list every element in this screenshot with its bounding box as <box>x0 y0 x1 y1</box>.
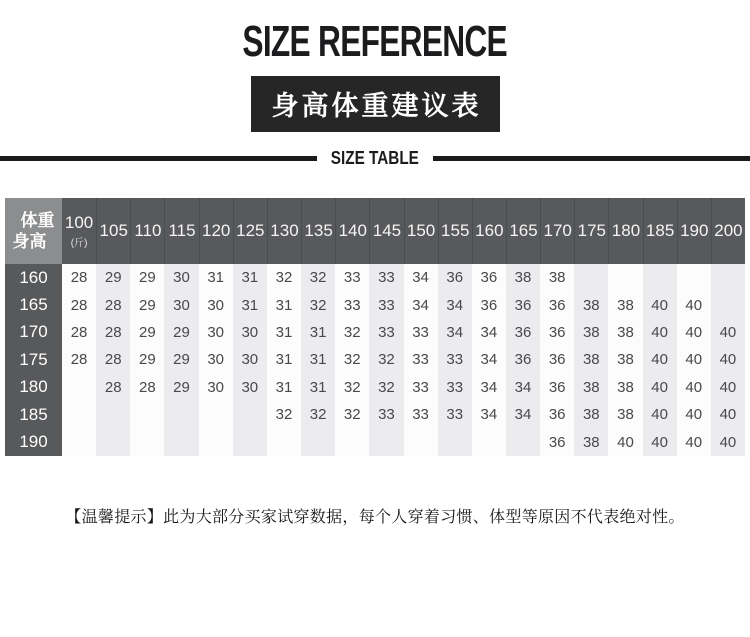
size-cell: 29 <box>130 291 164 318</box>
weight-value: 170 <box>543 221 572 240</box>
size-cell: 33 <box>404 401 438 428</box>
weight-value: 125 <box>236 221 265 240</box>
size-cell: 32 <box>301 291 335 318</box>
size-cell: 31 <box>267 291 301 318</box>
weight-header-cell <box>267 198 301 264</box>
size-cell: 40 <box>711 374 745 401</box>
size-cell: 40 <box>608 428 642 455</box>
subtitle-text: 身高体重建议表 <box>271 91 482 121</box>
height-label-cell: 170 <box>5 319 62 346</box>
size-cell: 31 <box>301 346 335 373</box>
weight-value: 190 <box>680 221 709 240</box>
weight-header-cell <box>199 198 233 264</box>
size-cell: 32 <box>369 374 403 401</box>
weight-header-cell <box>404 198 438 264</box>
weight-value: 180 <box>611 221 641 240</box>
size-cell: 29 <box>130 346 164 373</box>
size-cell: 33 <box>369 291 403 318</box>
size-cell: 31 <box>267 374 301 401</box>
size-cell: 28 <box>96 346 130 373</box>
weight-value: 145 <box>372 221 402 240</box>
size-cell: 38 <box>574 374 608 401</box>
size-cell: 38 <box>506 264 540 291</box>
size-cell: 40 <box>677 428 711 455</box>
weight-value: 155 <box>441 221 470 240</box>
size-cell: 31 <box>267 319 301 346</box>
size-cell: 34 <box>438 291 472 318</box>
height-label-cell: 180 <box>5 374 62 401</box>
size-cell: 28 <box>96 319 130 346</box>
weight-header-cell <box>574 198 608 264</box>
divider-bar-right <box>433 156 750 161</box>
size-cell <box>130 428 164 455</box>
size-cell: 34 <box>472 346 506 373</box>
size-cell: 36 <box>472 264 506 291</box>
size-cell: 28 <box>62 291 96 318</box>
size-cell: 29 <box>96 264 130 291</box>
size-cell: 29 <box>164 374 198 401</box>
weight-header-cell <box>369 198 403 264</box>
size-cell: 40 <box>643 428 677 455</box>
size-cell: 30 <box>233 346 267 373</box>
size-cell <box>267 428 301 455</box>
weight-value: 100 <box>64 213 94 232</box>
size-cell: 36 <box>540 346 574 373</box>
subtitle-banner <box>251 76 500 132</box>
weight-header-cell <box>164 198 198 264</box>
height-label-cell: 165 <box>5 291 62 318</box>
size-cell: 31 <box>233 264 267 291</box>
weight-header-cell <box>711 198 745 264</box>
size-cell: 40 <box>643 374 677 401</box>
divider-label: SIZE TABLE <box>330 148 420 168</box>
size-cell <box>199 428 233 455</box>
weight-header-cell <box>643 198 677 264</box>
size-cell <box>96 401 130 428</box>
size-cell <box>62 401 96 428</box>
page-title <box>0 17 750 66</box>
size-cell: 30 <box>199 319 233 346</box>
size-cell <box>711 291 745 318</box>
size-cell: 30 <box>199 374 233 401</box>
size-cell: 40 <box>643 291 677 318</box>
size-cell: 33 <box>438 401 472 428</box>
size-cell: 31 <box>301 319 335 346</box>
size-cell: 38 <box>608 291 642 318</box>
weight-value: 165 <box>509 221 538 240</box>
size-cell: 28 <box>96 291 130 318</box>
size-cell <box>130 401 164 428</box>
size-cell: 36 <box>540 291 574 318</box>
weight-header-cell <box>540 198 574 264</box>
size-cell: 36 <box>438 264 472 291</box>
size-cell: 38 <box>608 374 642 401</box>
height-label-cell: 160 <box>5 264 62 291</box>
size-cell: 40 <box>677 401 711 428</box>
weight-value: 185 <box>645 221 675 240</box>
size-cell: 30 <box>164 291 198 318</box>
size-cell <box>96 428 130 455</box>
weight-value: 135 <box>304 221 333 240</box>
weight-value: 140 <box>338 221 367 240</box>
size-cell: 40 <box>711 319 745 346</box>
size-cell: 33 <box>369 319 403 346</box>
size-cell: 38 <box>574 401 608 428</box>
size-cell: 32 <box>369 346 403 373</box>
weight-header-cell <box>506 198 540 264</box>
weight-header-cell <box>130 198 164 264</box>
size-cell: 29 <box>164 319 198 346</box>
size-cell: 33 <box>404 319 438 346</box>
size-cell: 33 <box>438 374 472 401</box>
size-cell <box>233 401 267 428</box>
weight-header-cell <box>608 198 642 264</box>
size-cell: 32 <box>335 319 369 346</box>
weight-value: 120 <box>201 221 231 240</box>
size-cell: 40 <box>643 346 677 373</box>
size-cell <box>643 264 677 291</box>
size-cell <box>404 428 438 455</box>
size-cell: 31 <box>233 291 267 318</box>
size-cell: 33 <box>335 264 369 291</box>
size-cell: 34 <box>438 319 472 346</box>
size-cell: 32 <box>301 401 335 428</box>
size-cell: 40 <box>711 428 745 455</box>
weight-header-cell <box>96 198 130 264</box>
size-cell: 28 <box>96 374 130 401</box>
size-cell <box>711 264 745 291</box>
size-cell <box>506 428 540 455</box>
size-cell: 30 <box>233 319 267 346</box>
height-label-cell: 190 <box>5 428 62 455</box>
size-cell: 34 <box>472 401 506 428</box>
weight-header-cell <box>472 198 506 264</box>
size-cell: 38 <box>608 346 642 373</box>
size-cell: 33 <box>369 401 403 428</box>
weight-value: 160 <box>475 221 504 240</box>
size-cell: 38 <box>608 401 642 428</box>
size-cell: 38 <box>574 346 608 373</box>
size-cell <box>301 428 335 455</box>
size-cell <box>335 428 369 455</box>
size-cell: 28 <box>62 319 96 346</box>
corner-top-label: 体重 <box>20 210 55 230</box>
size-cell: 28 <box>130 374 164 401</box>
weight-value: 130 <box>270 221 299 240</box>
size-cell: 30 <box>164 264 198 291</box>
size-cell: 40 <box>677 291 711 318</box>
size-cell: 36 <box>540 428 574 455</box>
size-cell <box>369 428 403 455</box>
size-cell: 33 <box>335 291 369 318</box>
size-cell <box>62 374 96 401</box>
size-cell: 30 <box>233 374 267 401</box>
weight-unit-label: (斤) <box>70 238 88 249</box>
size-cell: 33 <box>404 374 438 401</box>
size-cell: 36 <box>506 346 540 373</box>
size-cell: 32 <box>335 374 369 401</box>
height-label-cell: 175 <box>5 346 62 373</box>
size-cell: 40 <box>677 374 711 401</box>
size-cell: 40 <box>643 401 677 428</box>
size-cell: 38 <box>574 319 608 346</box>
size-cell: 38 <box>540 264 574 291</box>
divider-bar-left <box>0 156 317 161</box>
footer-note: 【温馨提示】此为大部分买家试穿数据，每个人穿着习惯、体型等原因不代表绝对性。 <box>65 508 685 526</box>
weight-header-cell <box>301 198 335 264</box>
weight-value: 200 <box>714 221 743 240</box>
size-cell: 40 <box>711 346 745 373</box>
size-cell: 34 <box>472 374 506 401</box>
size-cell: 32 <box>267 264 301 291</box>
size-cell: 34 <box>506 374 540 401</box>
size-cell <box>608 264 642 291</box>
size-table <box>5 198 745 456</box>
size-cell: 38 <box>574 291 608 318</box>
weight-value: 175 <box>577 221 606 240</box>
size-cell: 31 <box>199 264 233 291</box>
size-cell: 33 <box>369 264 403 291</box>
size-cell: 36 <box>540 319 574 346</box>
size-cell: 32 <box>301 264 335 291</box>
section-divider <box>0 148 750 169</box>
size-cell: 28 <box>62 346 96 373</box>
size-cell <box>62 428 96 455</box>
size-cell <box>233 428 267 455</box>
size-cell: 29 <box>130 264 164 291</box>
weight-header-cell <box>62 198 96 264</box>
size-cell <box>677 264 711 291</box>
size-cell: 40 <box>643 319 677 346</box>
size-cell: 36 <box>506 319 540 346</box>
size-cell: 30 <box>199 291 233 318</box>
size-cell <box>472 428 506 455</box>
size-cell <box>199 401 233 428</box>
size-cell: 38 <box>608 319 642 346</box>
weight-value: 150 <box>406 221 436 240</box>
size-cell: 40 <box>711 401 745 428</box>
size-cell <box>164 428 198 455</box>
table-corner-cell <box>5 198 62 264</box>
size-cell: 34 <box>404 264 438 291</box>
weight-header-cell <box>677 198 711 264</box>
weight-header-cell <box>233 198 267 264</box>
size-cell: 28 <box>62 264 96 291</box>
size-cell: 32 <box>267 401 301 428</box>
size-cell: 31 <box>301 374 335 401</box>
size-cell <box>438 428 472 455</box>
size-cell: 36 <box>540 374 574 401</box>
size-cell: 33 <box>404 346 438 373</box>
weight-value: 110 <box>134 221 162 240</box>
weight-value: 105 <box>99 221 128 240</box>
size-cell: 30 <box>199 346 233 373</box>
size-cell: 36 <box>472 291 506 318</box>
size-cell: 34 <box>472 319 506 346</box>
corner-bottom-label: 身高 <box>12 232 47 251</box>
weight-header-cell <box>335 198 369 264</box>
size-cell: 36 <box>540 401 574 428</box>
size-cell: 33 <box>438 346 472 373</box>
size-cell: 36 <box>506 291 540 318</box>
size-cell: 34 <box>506 401 540 428</box>
size-cell: 38 <box>574 428 608 455</box>
height-label-cell: 185 <box>5 401 62 428</box>
size-cell <box>164 401 198 428</box>
size-cell: 32 <box>335 401 369 428</box>
weight-header-cell <box>438 198 472 264</box>
size-cell <box>574 264 608 291</box>
size-cell: 29 <box>130 319 164 346</box>
weight-value: 115 <box>168 221 196 240</box>
size-cell: 40 <box>677 346 711 373</box>
size-cell: 32 <box>335 346 369 373</box>
page-title-text: SIZE REFERENCE <box>242 17 508 66</box>
size-cell: 31 <box>267 346 301 373</box>
size-cell: 40 <box>677 319 711 346</box>
size-cell: 29 <box>164 346 198 373</box>
size-cell: 34 <box>404 291 438 318</box>
